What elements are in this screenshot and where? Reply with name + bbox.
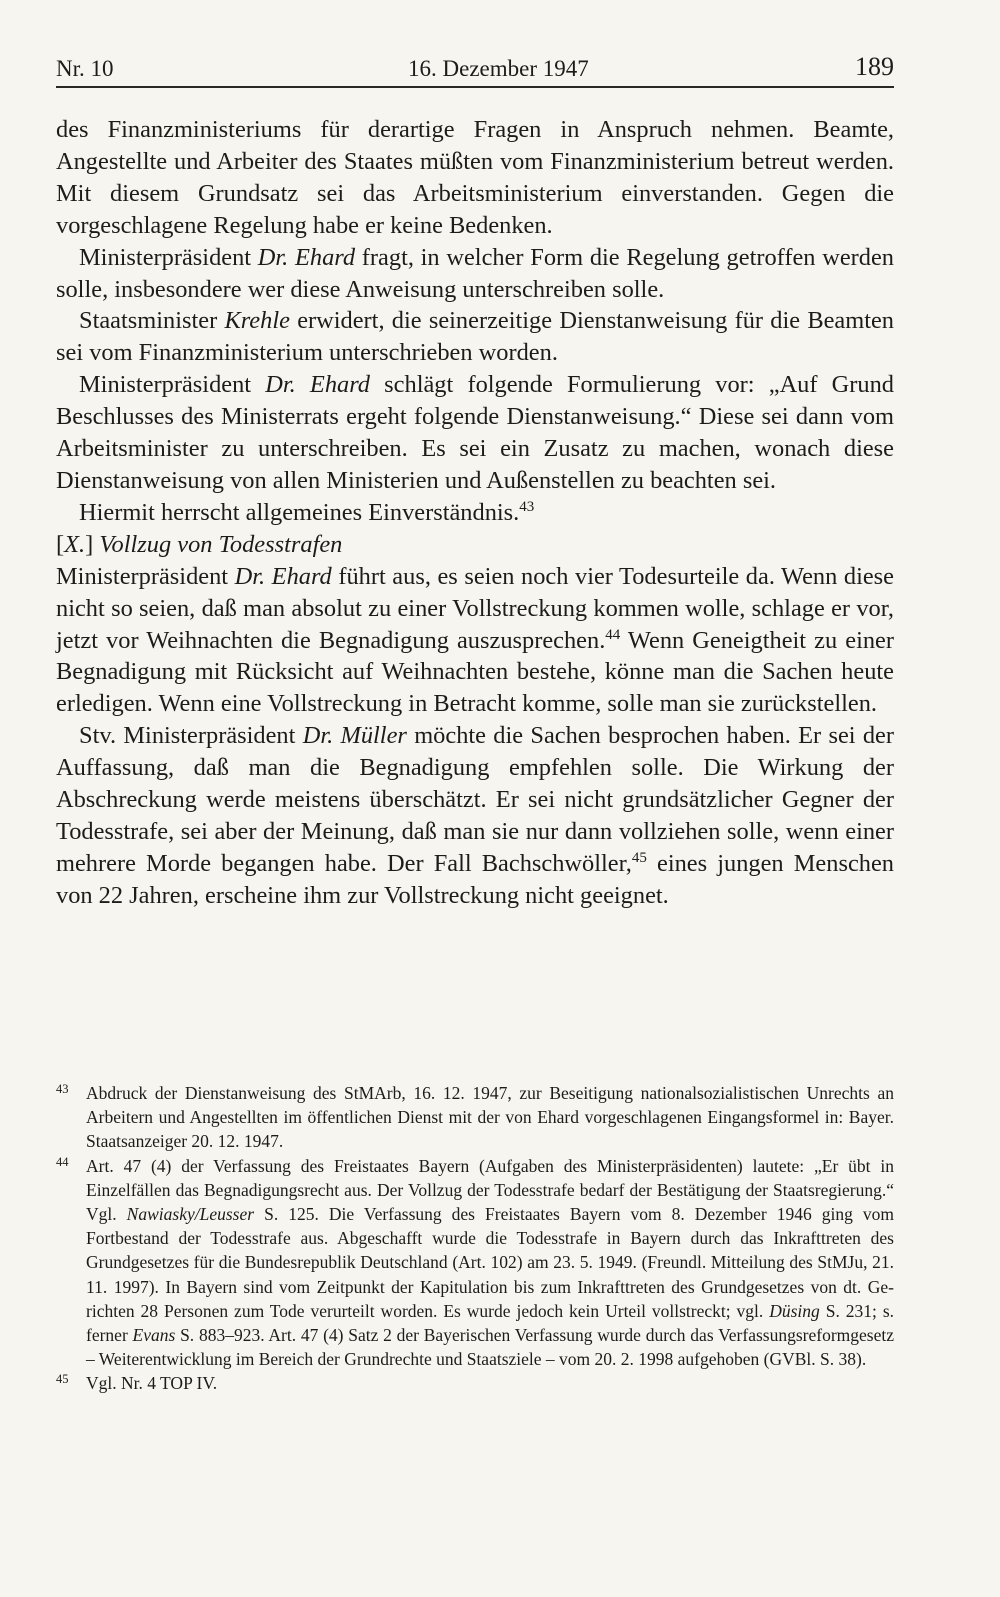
- header-date: 16. Dezember 1947: [408, 56, 589, 81]
- running-header: [56, 48, 894, 88]
- speaker-name: Krehle: [224, 307, 290, 335]
- paragraph-6: Ministerpräsident Dr. Ehard führt aus, es seien noch vier Todesurteile da. Wenn diese nicht so seien, daß man absolut zu einer Vollstreckung kommen wolle, schlage er vor, jetzt vor Weihnachten die Begnadigung auszusprechen.$^{44}$ Wenn Geneigtheit zu einer Begnadigung mit Rücksicht auf Weihnachten bestehe, könne man die Sachen heute erledigen. Wenn eine Vollstreckung in Betracht komme, solle man sie zurückstellen.: [56, 562, 895, 718]
- citation-author: Nawiasky/Leusser: [126, 1204, 255, 1225]
- main-text: [56, 114, 894, 912]
- speaker-name: Dr. Ehard: [257, 243, 356, 271]
- paragraph-4: Ministerpräsident Dr. Ehard schlägt folgende Formulierung vor: „Auf Grund Beschlusses des Ministerrats ergeht folgende Dienstanweisung.“ Diese sei dann vom Arbeitsminister zu unterschreiben. Es sei ein Zusatz zu machen, wonach diese Dienstanweisung von allen Ministerien und Außenstellen zu beachten sei.: [56, 371, 895, 494]
- footnote-ref-43[interactable]: 43: [519, 498, 535, 515]
- header-rule: [56, 86, 894, 88]
- footnote-number: 45: [56, 1372, 69, 1387]
- footnote-ref-44[interactable]: 44: [605, 626, 621, 643]
- section-number: X.: [64, 530, 86, 558]
- paragraph-3: Staatsminister Krehle erwidert, die seinerzeitige Dienstanweisung für die Beamten sei vom Finanzministerium unterschrieben worden.: [56, 307, 895, 367]
- footnote-number: 43: [56, 1082, 69, 1096]
- citation-author: Evans: [132, 1325, 176, 1346]
- footnote-44: 44 Art. 47 (4) der Verfassung des Freistaates Bayern (Aufgaben des Ministerpräsidenten) lautete: „Er übt in Einzelfällen das Begnadigungsrecht aus. Der Vollzug der Todesstrafe bedarf der Bestätigung der Staatsregierung.“ Vgl. Nawiasky/Leusser S. 125. Die Verfassung des Freistaates Bayern vom 8. Dezember 1946 ging vom Fortbestand der Todesstrafe aus. Abgeschafft wurde die Todesstrafe in Bayern durch das Inkrafttreten des Grundgesetzes für die Bundesrepublik Deutschland (Art. 102) am 23. 5. 1949. (Freundl. Mitteilung des StMJu, 21. 11. 1997). In Bayern sind vom Zeitpunkt der Kapitulation bis zum Inkrafttreten des Grundgesetzes von dt. Gerichten 28 Personen zum Tode verurteilt worden. Es wurde jedoch kein Urteil vollstreckt; vgl. Düsing S. 231; s. ferner Evans S. 883–923. Art. 47 (4) Satz 2 der Bayerischen Verfassung wurde durch das Verfassungsreformgesetz – Weiterentwicklung im Bereich der Grundrechte und Staatsziele – vom 20. 2. 1998 aufgehoben (GVBl. S. 38).: [56, 1154, 894, 1372]
- section-title: Vollzug von Todesstrafen: [99, 530, 343, 558]
- footnote-45: 45 Vgl. Nr. 4 TOP IV.: [56, 1371, 894, 1395]
- footnote-ref-45[interactable]: 45: [631, 849, 647, 866]
- speaker-name: Dr. Ehard: [265, 371, 370, 399]
- footnotes: [56, 1081, 894, 1396]
- speaker-name: Dr. Müller: [302, 722, 407, 750]
- issue-number: Nr. 10: [56, 56, 114, 81]
- paragraph-1: des Finanzministeriums für derartige Fragen in Anspruch nehmen. Beamte, Angestellte und Arbeiter des Staates müßten vom Finanzministerium betreut werden. Mit diesem Grundsatz sei das Arbeitsministerium einverstanden. Gegen die vorgeschlagene Regelung habe er keine Bedenken.: [56, 116, 894, 239]
- speaker-name: Dr. Ehard: [234, 562, 332, 590]
- section-heading: [X.] Vollzug von Todesstrafen: [56, 530, 343, 558]
- paragraph-7: Stv. Ministerpräsident Dr. Müller möchte die Sachen besprochen haben. Er sei der Auffassung, daß man die Begnadigung empfehlen solle. Die Wirkung der Abschreckung werde meistens überschätzt. Er sei nicht grundsätzlicher Gegner der Todesstrafe, sei aber der Meinung, daß man sie nur dann vollziehen solle, wenn einer mehrere Morde begangen habe. Der Fall Bachschwöller,$^{45}$ eines jungen Menschen von 22 Jahren, erscheine ihm zur Vollstreckung nicht geeignet.: [56, 722, 894, 909]
- paragraph-5: Hiermit herrscht allgemeines Einverständnis.$^{43}$: [79, 498, 535, 526]
- footnote-43: 43 Abdruck der Dienstanweisung des StMArb, 16. 12. 1947, zur Beseitigung nationalsozialistischen Unrechts an Arbeitern und Angestellten im öffentlichen Dienst mit der von Ehard vorgeschlagenen Eingangsformel in: Bayer. Staatsanzeiger 20. 12. 1947.: [56, 1081, 894, 1154]
- paragraph-2: Ministerpräsident Dr. Ehard fragt, in welcher Form die Regelung getroffen werden solle, insbesondere wer diese Anweisung unterschreiben solle.: [56, 243, 894, 303]
- citation-author: Düsing: [769, 1300, 820, 1321]
- footnote-number: 44: [56, 1154, 69, 1169]
- page-number: 189: [855, 52, 894, 81]
